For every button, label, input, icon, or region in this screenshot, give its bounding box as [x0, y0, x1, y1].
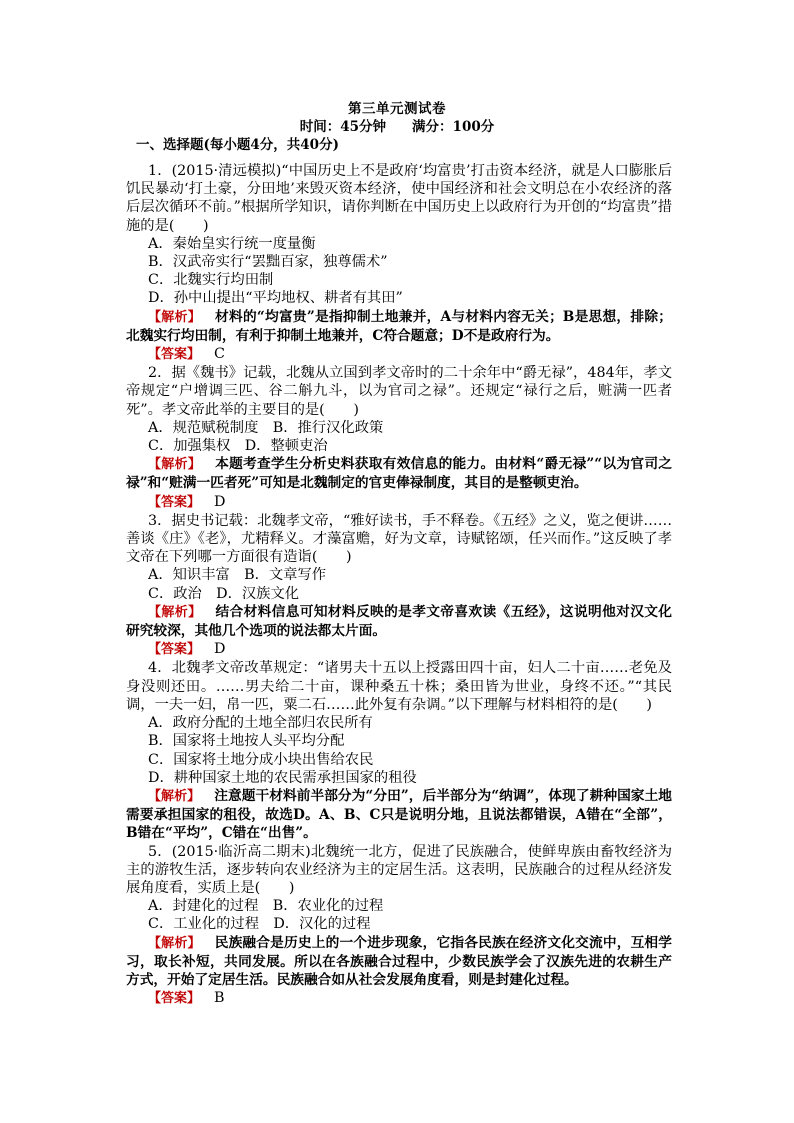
- analysis: [126, 603, 672, 640]
- option-b: B．国家将土地按人头平均分配: [148, 733, 345, 750]
- analysis: [126, 787, 672, 843]
- option-c: C．国家将土地分成小块出售给农民: [148, 751, 374, 768]
- analysis-text: 注意题干材料前半部分为“分田”，后半部分为“纳调”，体现了耕种国家土地需要承担国家的租役，故选D。A、B、C只是说明分地，且说法都错误，A错在“全部”，B错在“平均”，C错在“出售”。: [126, 787, 672, 842]
- exam-info: [0, 115, 794, 135]
- question-stem: 4．北魏孝文帝改革规定：“诸男夫十五以上授露田四十亩，妇人二十亩……老免及身没则还田。……男夫给二十亩，课种桑五十株；桑田皆为世业，身终不还。”“其民调，一夫一妇，帛一匹，粟二石……此外复有杂调。”以下理解与材料相符的是( ): [126, 660, 672, 713]
- question-stem: 3．据史书记载：北魏孝文帝，“雅好读书，手不释卷。《五经》之义，览之便讲……善谈《庄》《老》，尤精释义。才藻富赡，好为文章，诗赋铭颂，任兴而作。”这反映了孝文帝在下列哪一方面很有造诣( ): [126, 512, 672, 566]
- answer-tag: 【答案】: [148, 991, 201, 1007]
- analysis-tag: 【解析】: [148, 604, 202, 620]
- answer-value: D: [214, 493, 226, 510]
- option-a-b: A．封建化的过程 B．农业化的过程: [148, 898, 384, 915]
- analysis-text: 本题考查学生分析史料获取有效信息的能力。由材料“爵无禄”“以为官司之禄”和“赃满一匹者死”可知是北魏制定的官吏俸禄制度，其目的是整顿吏治。: [126, 456, 672, 492]
- option-b: B．汉武帝实行“罢黜百家，独尊儒术”: [148, 254, 388, 271]
- question-1: [126, 162, 672, 364]
- answer-tag: 【答案】: [148, 642, 201, 658]
- analysis: [126, 934, 672, 990]
- question-3: [126, 512, 672, 660]
- page-title: 第三单元测试卷: [348, 101, 446, 117]
- answer-value: B: [214, 990, 225, 1007]
- analysis-tag: 【解析】: [148, 788, 201, 804]
- answer: [148, 493, 672, 512]
- option-c-d: C．工业化的过程 D．汉化的过程: [148, 916, 371, 933]
- question-2: [126, 364, 672, 512]
- time-label: 时间：45分钟: [299, 119, 387, 135]
- analysis-tag: 【解析】: [148, 935, 201, 951]
- option-a: A．秦始皇实行统一度量衡: [148, 235, 316, 252]
- option-d: D．孙中山提出“平均地权、耕者有其田”: [148, 290, 403, 307]
- option-d: D．耕种国家土地的农民需承担国家的租役: [148, 769, 417, 786]
- analysis-text: 民族融合是历史上的一个进步现象，它指各民族在经济文化交流中，互相学习，取长补短，共同发展。所以在各族融合过程中，少数民族学会了汉族先进的农耕生产方式，开始了定居生活。民族融合如从社会发展角度看，则是封建化过程。: [126, 934, 672, 988]
- answer: [148, 345, 672, 364]
- answer-tag: 【答案】: [148, 347, 201, 363]
- answer-value: D: [214, 641, 226, 658]
- question-5: [126, 843, 672, 1009]
- question-stem: 1．(2015·清远模拟)“中国历史上不是政府‘均富贵’打击资本经济，就是人口膨胀后饥民暴动‘打土豪，分田地’来毁灭资本经济，使中国经济和社会文明总在小农经济的落后层次循环不前。”根据所学知识，请你判断在中国历史上以政府行为开创的“均富贵”措施的是( ): [126, 163, 672, 234]
- answer-tag: 【答案】: [148, 494, 201, 510]
- question-list: [126, 162, 672, 1008]
- analysis: [126, 308, 672, 345]
- answer-value: C: [214, 346, 225, 363]
- analysis-text: 结合材料信息可知材料反映的是孝文帝喜欢读《五经》，这说明他对汉文化研究较深，其他几个选项的说法都太片面。: [126, 603, 672, 640]
- analysis-tag: 【解析】: [148, 457, 202, 473]
- option-a-b: A．知识丰富 B．文章写作: [148, 567, 327, 584]
- analysis-text: 材料的“均富贵”是指抑制土地兼并，A与材料内容无关；B是思想，排除；北魏实行均田制，有利于抑制土地兼并，C符合题意；D不是政府行为。: [126, 308, 672, 344]
- question-stem: 5．(2015·临沂高二期末)北魏统一北方，促进了民族融合，使鲜卑族由畜牧经济为主的游牧生活，逐步转向农业经济为主的定居生活。这表明，民族融合的过程从经济发展角度看，实质上是( ): [126, 843, 672, 896]
- section-heading: 一、选择题(每小题4分，共40分): [136, 137, 339, 153]
- option-c: C．北魏实行均田制: [148, 272, 274, 289]
- analysis-tag: 【解析】: [148, 309, 202, 325]
- answer: [148, 989, 672, 1008]
- option-c-d: C．政治 D．汉族文化: [148, 585, 300, 602]
- option-a: A．政府分配的土地全部归农民所有: [148, 715, 373, 732]
- analysis: [126, 455, 672, 492]
- option-a-b: A．规范赋税制度 B．推行汉化政策: [148, 419, 384, 436]
- option-c-d: C．加强集权 D．整顿吏治: [148, 438, 328, 455]
- score-label: 满分：100分: [412, 119, 495, 135]
- question-4: [126, 659, 672, 842]
- question-stem: 2．据《魏书》记载，北魏从立国到孝文帝时的二十余年中“爵无禄”，484年，孝文帝规定“户增调三匹、谷二斛九斗，以为官司之禄”。还规定“禄行之后，赃满一匹者死”。孝文帝此举的主要目的是( ): [126, 365, 672, 418]
- answer: [148, 640, 672, 659]
